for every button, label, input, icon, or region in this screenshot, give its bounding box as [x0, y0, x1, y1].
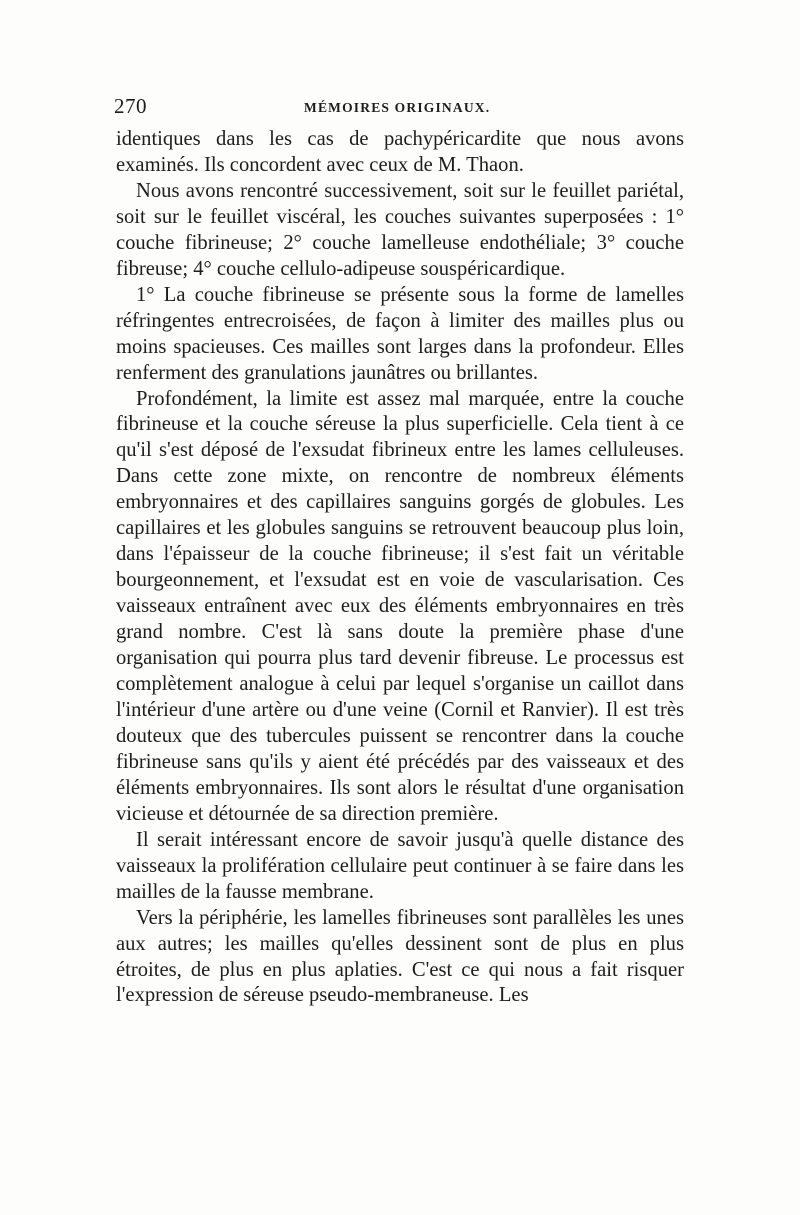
page-number: 270	[114, 94, 147, 118]
paragraph-proliferation: Il serait intéressant encore de savoir jusqu'à quelle distance des vaisseaux la prolifération cellulaire peut continuer à se faire dans les mailles de la fausse membrane.	[116, 828, 684, 903]
paragraph-continuation: identiques dans les cas de pachypéricardite que nous avons examinés. Ils concordent avec ceux de M. Thaon.	[116, 128, 684, 176]
running-head	[114, 94, 686, 122]
paragraph-deep-limit: Profondément, la limite est assez mal marquée, entre la couche fibrineuse et la couche séreuse la plus superficielle. Cela tient à ce qu'il s'est déposé de l'exsudat fibrineux entre les lames celluleuses. Dans cette zone mixte, on rencontre de nombreux éléments embryonnaires et des capillaires sanguins gorgés de globules. Les capillaires et les globules sanguins se retrouvent beaucoup plus loin, dans l'épaisseur de la couche fibrineuse; il s'est fait un véritable bourgeonnement, et l'exsudat est en voie de vascularisation. Ces vaisseaux entraînent avec eux des éléments embryonnaires en très grand nombre. C'est là sans doute la première phase d'une organisation qui pourra plus tard devenir fibreuse. Le processus est complètement analogue à celui par lequel s'organise un caillot dans l'intérieur d'une artère ou d'une veine (Cornil et Ranvier). Il est très douteux que des tubercules puissent se rencontrer dans la couche fibrineuse sans qu'ils y aient été précédés par des vaisseaux et des éléments embryonnaires. Ils sont alors le résultat d'une organisation vicieuse et détournée de sa direction première.	[116, 387, 684, 825]
paragraph-periphery: Vers la périphérie, les lamelles fibrineuses sont parallèles les unes aux autres; les mailles qu'elles dessinent sont de plus en plus étroites, de plus en plus aplaties. C'est ce qui nous a fait risquer l'expression de séreuse pseudo-membraneuse. Les	[116, 906, 684, 1007]
running-title: MÉMOIRES ORIGINAUX.	[304, 100, 491, 115]
body-text	[116, 127, 684, 1009]
paragraph-fibrinous-layer: 1° La couche fibrineuse se présente sous la forme de lamelles réfringentes entrecroisées, de façon à limiter des mailles plus ou moins spacieuses. Ces mailles sont larges dans la profondeur. Elles renferment des granulations jaunâtres ou brillantes.	[116, 283, 684, 384]
paragraph-layers: Nous avons rencontré successivement, soit sur le feuillet pariétal, soit sur le feuillet viscéral, les couches suivantes superposées : 1° couche fibrineuse; 2° couche lamelleuse endothéliale; 3° couche fibreuse; 4° couche cellulo-adipeuse souspéricardique.	[116, 179, 684, 280]
